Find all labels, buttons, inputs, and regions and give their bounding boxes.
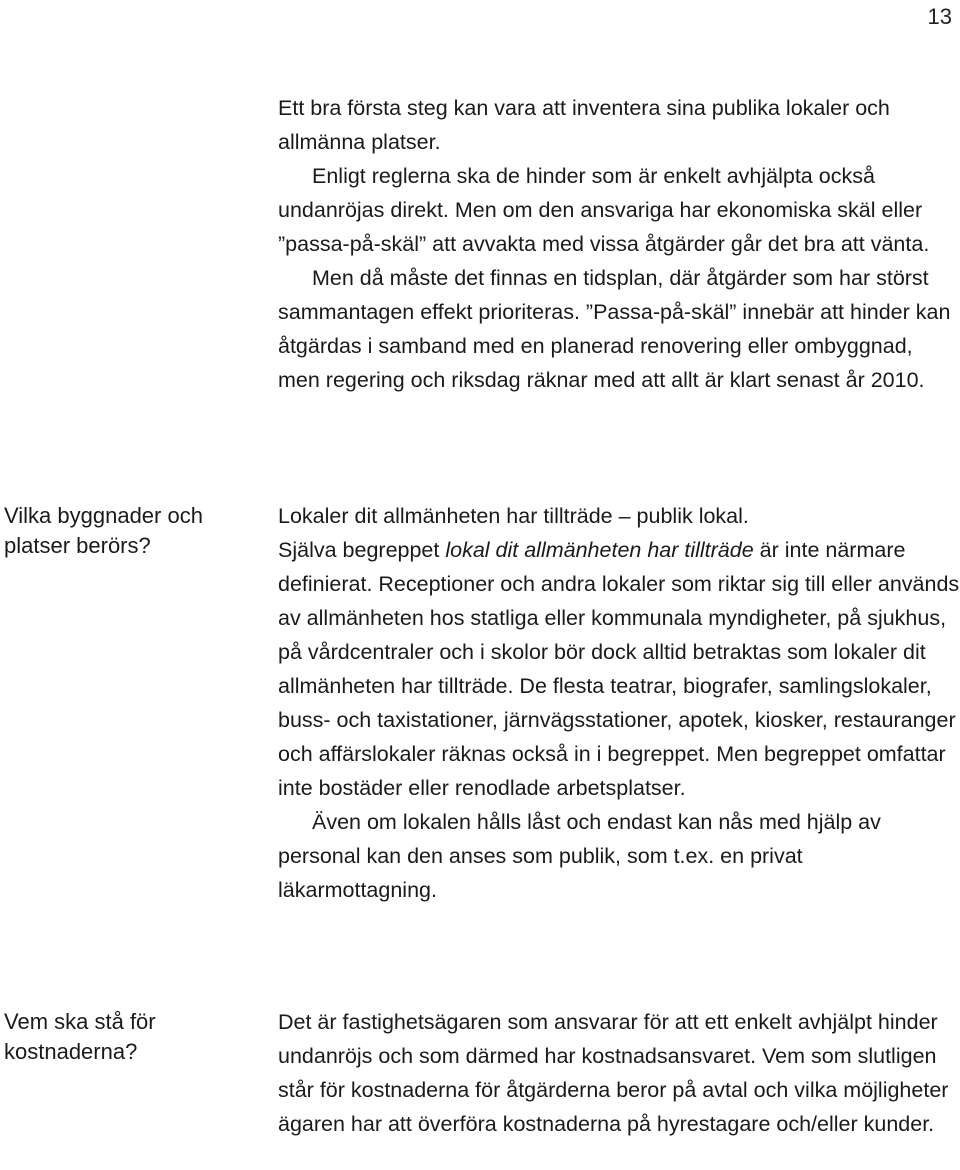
intro-section: [278, 91, 960, 397]
page-number: 13: [927, 4, 952, 29]
buildings-heading: Vilka byggnader och platser berörs?: [4, 503, 203, 558]
intro-paragraph-1: Ett bra första steg kan vara att inventera sina publika lokaler och allmänna platser.: [278, 96, 890, 154]
intro-paragraph-2: Enligt reglerna ska de hinder som är enkelt avhjälpta också undanröjas direkt. Men om den ansvariga har ekonomiska skäl eller ”passa-på-skäl” att avvakta med vissa åtgärder går det bra att vänta.: [278, 164, 930, 256]
costs-section: [278, 1005, 960, 1141]
buildings-heading-container: [4, 501, 234, 561]
buildings-paragraph-2-start: Själva begreppet: [278, 538, 446, 562]
buildings-section: [278, 499, 960, 907]
definition-term: lokal dit allmänheten har tillträde: [445, 538, 754, 562]
costs-heading-container: [4, 1007, 234, 1067]
buildings-paragraph-2: [278, 533, 960, 805]
buildings-paragraph-2-rest: är inte närmare definierat. Receptioner och andra lokaler som riktar sig till eller används av allmänheten hos statliga eller kommunala myndigheter, på sjukhus, på vårdcentraler och i skolor bör dock alltid betraktas som lokaler dit allmänheten har tillträde. De flesta teatrar, biografer, samlingslokaler, buss- och taxistationer, järnvägsstationer, apotek, kiosker, restauranger och affärslokaler räknas också in i begreppet. Men begreppet omfattar inte bostäder eller renodlade arbetsplatser.: [278, 538, 960, 800]
costs-paragraph-1: Det är fastighetsägaren som ansvarar för att ett enkelt avhjälpt hinder undanröjs och som därmed har kostnadsansvaret. Vem som slutligen står för kostnaderna för åtgärderna beror på avtal och vilka möjligheter ägaren har att överföra kostnaderna på hyrestagare och/eller kunder.: [278, 1010, 949, 1136]
buildings-paragraph-3: Även om lokalen hålls låst och endast kan nås med hjälp av personal kan den anses som publik, som t.ex. en privat läkarmottagning.: [278, 810, 881, 902]
costs-heading: Vem ska stå för kostnaderna?: [4, 1009, 156, 1064]
intro-paragraph-3: Men då måste det finnas en tidsplan, där åtgärder som har störst sammantagen effekt prioriteras. ”Passa-på-skäl” innebär att hinder kan åtgärdas i samband med en planerad renovering eller ombyggnad, men regering och riksdag räknar med att allt är klart senast år 2010.: [278, 266, 951, 392]
buildings-paragraph-1: Lokaler dit allmänheten har tillträde – publik lokal.: [278, 504, 749, 528]
